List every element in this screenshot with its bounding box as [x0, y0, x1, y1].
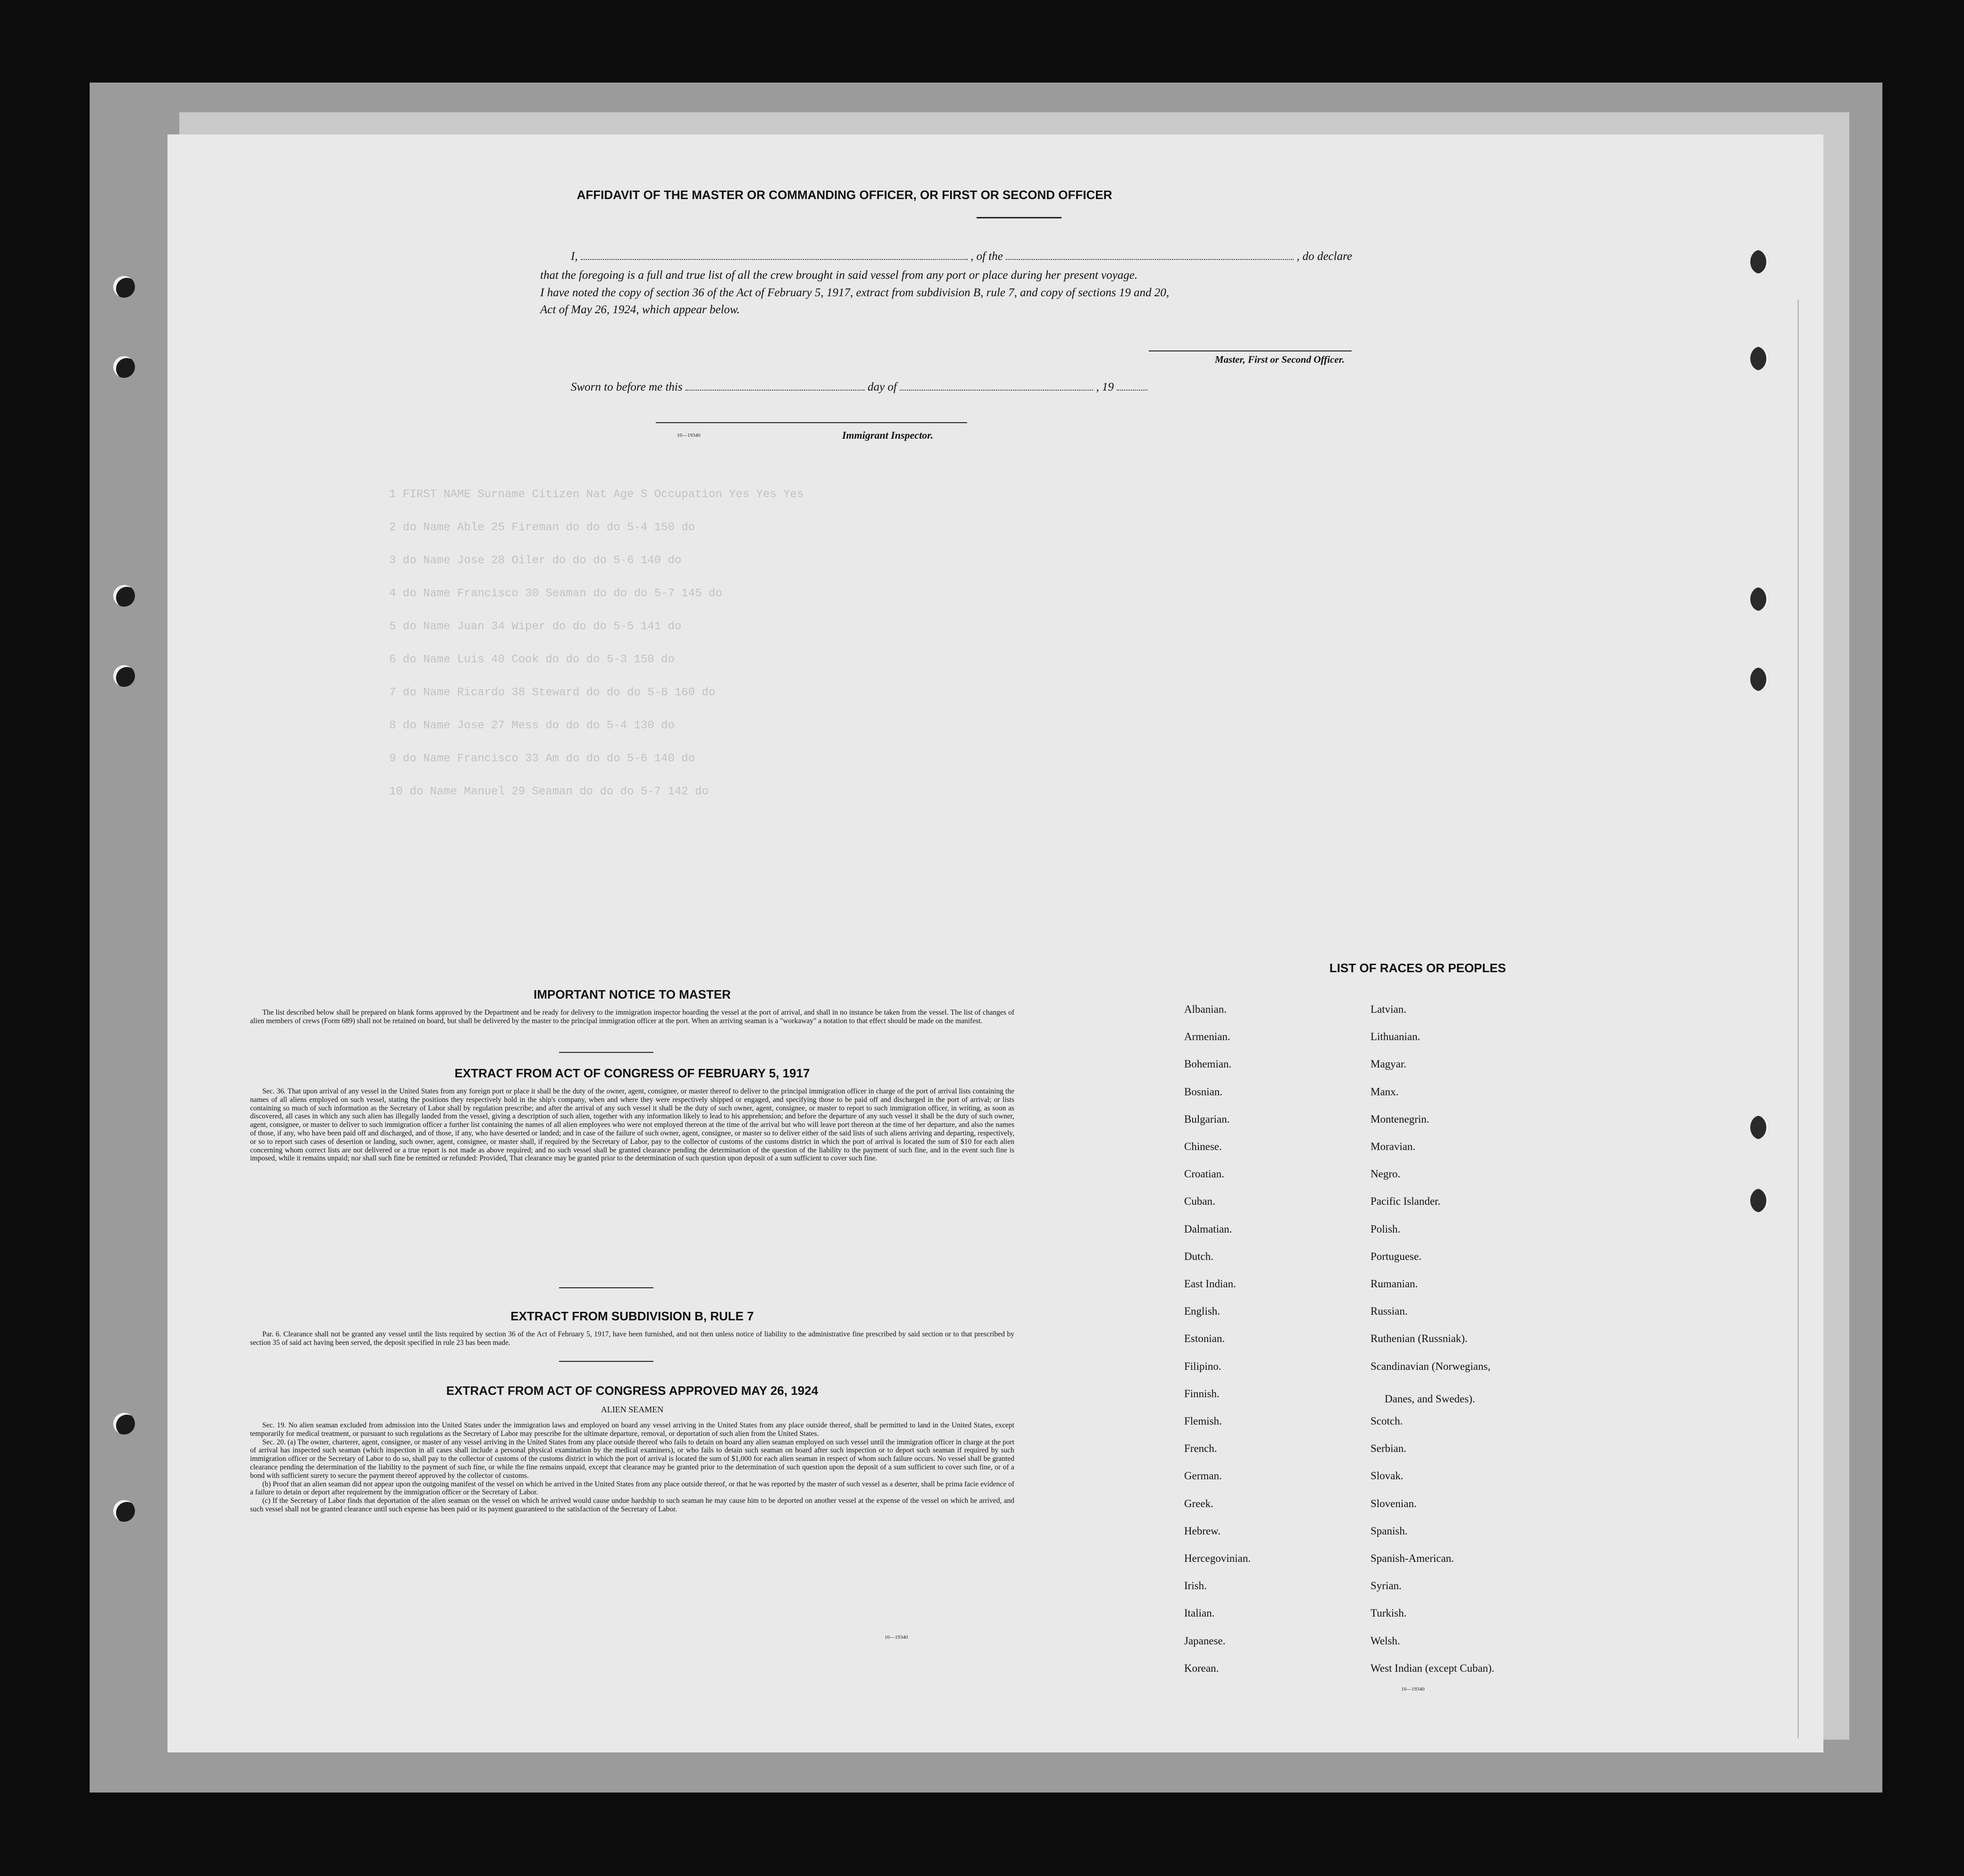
- form-sheet: [167, 134, 1823, 1752]
- affidavit-declare: , do declare: [1296, 250, 1353, 263]
- binder-hole: [1750, 587, 1769, 611]
- race-item: Bulgarian.: [1184, 1113, 1230, 1125]
- sworn-month-field[interactable]: [900, 382, 1093, 391]
- race-item: French.: [1184, 1442, 1217, 1455]
- name-field[interactable]: [581, 251, 968, 260]
- race-item: Welsh.: [1371, 1634, 1400, 1647]
- race-item: Slovenian.: [1371, 1497, 1417, 1509]
- alien-seamen-subtitle: ALIEN SEAMEN: [601, 1405, 664, 1414]
- affidavit-line-2: that the foregoing is a full and true list of all the crew brought in said vessel from any port or place during her present voyage.: [540, 269, 1138, 282]
- race-item: Scotch.: [1371, 1415, 1403, 1427]
- inspector-line: [656, 422, 967, 423]
- race-item: Ruthenian (Russniak).: [1371, 1333, 1468, 1345]
- race-item: Finnish.: [1184, 1387, 1220, 1400]
- ruled-line: [1797, 300, 1799, 1738]
- race-item: German.: [1184, 1470, 1222, 1482]
- notice-paragraph: The list described below shall be prepared on blank forms approved by the Department and be ready for delivery to the immigration inspector boarding the vessel at the port of arrival, and shall in no instance be taken from the vessel. The list of changes of alien members of crews (Form 689) shall not be retained on board, but shall be delivered by the master to the principal immigration officer at the port. When an arriving seaman is a "workaway" a notation to that effect should be made on the manifest.: [250, 1009, 1014, 1025]
- binder-hole: [113, 1413, 135, 1434]
- race-item: Armenian.: [1184, 1031, 1230, 1043]
- binder-hole: [1750, 1189, 1769, 1212]
- race-item: Polish.: [1371, 1223, 1401, 1235]
- race-item: Rumanian.: [1371, 1278, 1418, 1290]
- affidavit-line-4: Act of May 26, 1924, which appear below.: [540, 303, 740, 316]
- race-item: Manx.: [1371, 1085, 1399, 1098]
- affidavit-line-1: [571, 250, 1352, 263]
- bleed-through-row: 10 do Name Manuel 29 Seaman do do do 5-7 142 do: [389, 785, 709, 798]
- binder-hole: [1750, 1116, 1769, 1139]
- section-rule: [559, 1287, 653, 1288]
- bleed-through-row: 7 do Name Ricardo 38 Steward do do do 5-8 160 do: [389, 686, 716, 699]
- race-item: Hebrew.: [1184, 1525, 1221, 1537]
- race-item: Italian.: [1184, 1607, 1215, 1619]
- race-item: Pacific Islander.: [1371, 1195, 1441, 1208]
- race-item: Japanese.: [1184, 1634, 1226, 1647]
- race-item: Estonian.: [1184, 1333, 1225, 1345]
- vessel-field[interactable]: [1006, 251, 1294, 260]
- race-item: Irish.: [1184, 1580, 1207, 1592]
- bleed-through-row: 4 do Name Francisco 30 Seaman do do do 5-7 145 do: [389, 587, 722, 600]
- race-item: Dalmatian.: [1184, 1223, 1232, 1235]
- race-item: Turkish.: [1371, 1607, 1407, 1619]
- binder-hole: [1750, 667, 1769, 691]
- race-item: Slovak.: [1371, 1470, 1404, 1482]
- sworn-year-field[interactable]: [1117, 382, 1147, 391]
- race-item: Cuban.: [1184, 1195, 1215, 1208]
- race-item: West Indian (except Cuban).: [1371, 1662, 1495, 1674]
- extract-1917-title: EXTRACT FROM ACT OF CONGRESS OF FEBRUARY 5, 1917: [454, 1066, 810, 1080]
- race-item: Scandinavian (Norwegians,: [1371, 1360, 1491, 1372]
- bleed-through-row: 9 do Name Francisco 33 Am do do do 5-6 140 do: [389, 752, 695, 765]
- sworn-day-field[interactable]: [685, 382, 865, 391]
- race-item: Flemish.: [1184, 1415, 1222, 1427]
- race-item: Dutch.: [1184, 1250, 1213, 1262]
- races-form-number: 10—19340: [1401, 1686, 1425, 1692]
- notice-title: IMPORTANT NOTICE TO MASTER: [534, 987, 731, 1001]
- subdivision-title: EXTRACT FROM SUBDIVISION B, RULE 7: [510, 1309, 754, 1323]
- race-item: Hercegovinian.: [1184, 1552, 1251, 1564]
- notice-text: [250, 1009, 1014, 1026]
- binder-hole: [1750, 250, 1769, 274]
- race-item: Greek.: [1184, 1497, 1213, 1509]
- race-item: Moravian.: [1371, 1141, 1416, 1152]
- race-item: Magyar.: [1371, 1058, 1407, 1070]
- day-of-text: day of: [868, 381, 897, 393]
- affidavit-line-3: I have noted the copy of section 36 of the Act of February 5, 1917, extract from subdivision B, rule 7, and copy of sections 19 and 20,: [540, 286, 1170, 299]
- race-item: Bohemian.: [1184, 1058, 1232, 1070]
- section-rule: [559, 1052, 653, 1053]
- race-item: Portuguese.: [1371, 1250, 1421, 1262]
- extract-form-number: 10—19340: [885, 1634, 908, 1640]
- race-item: Spanish.: [1371, 1525, 1408, 1537]
- binder-hole: [113, 665, 135, 687]
- extract-1917-text: [250, 1087, 1014, 1163]
- master-label: Master, First or Second Officer.: [1215, 354, 1345, 365]
- affidavit-i: I,: [571, 250, 578, 263]
- race-item: Spanish-American.: [1371, 1552, 1454, 1564]
- bleed-through-row: 6 do Name Luis 40 Cook do do do 5-3 150 do: [389, 653, 675, 666]
- section-rule: [559, 1361, 653, 1362]
- race-item: Montenegrin.: [1371, 1113, 1429, 1125]
- inspector-label: Immigrant Inspector.: [842, 429, 934, 441]
- race-item: Russian.: [1371, 1305, 1408, 1317]
- bleed-through-row: 1 FIRST NAME Surname Citizen Nat Age S Occupation Yes Yes Yes: [389, 488, 804, 501]
- race-item: Bosnian.: [1184, 1085, 1223, 1098]
- race-item: Croatian.: [1184, 1168, 1224, 1180]
- binder-hole: [113, 1500, 135, 1522]
- sworn-line: [571, 381, 1147, 394]
- subdivision-text: [250, 1330, 1014, 1347]
- bleed-through-row: 3 do Name Jose 28 Oiler do do do 5-6 140 do: [389, 554, 682, 567]
- affidavit-form-number: 10—19340: [677, 433, 701, 438]
- binder-hole: [113, 356, 135, 378]
- race-item: Lithuanian.: [1371, 1031, 1421, 1043]
- race-item: English.: [1184, 1305, 1220, 1317]
- sec-36-paragraph: Sec. 36. That upon arrival of any vessel in the United States from any foreign port or place it shall be the duty of the owner, agent, consignee, or master thereof to deliver to the principal immigration officer in charge of the port of arrival lists containing the names of all aliens employed on such vessel, stating the positions they respectively hold in the ship's company, when and where they were respectively shipped or engaged, and specifying those to be paid off and discharged in the port of arrival; or lists containing so much of such information as the Secretary of Labor shall by regulation prescribe; and after the arrival of any such vessel it shall be the duty of such owner, agent, consignee, or master to report to such immigration officer, in writing, as soon as discovered, all cases in which any such alien has illegally landed from the vessel, giving a description of such alien, together with any information likely to lead to his apprehension; and before the departure of any such vessel it shall be the duty of such owner, agent, consignee, or master to deliver to such immigration officer a further list containing the names of all alien employees who were not employed thereon at the time of the arrival but who will leave port thereon at the time of her departure, and also the names of those, if any, who have been paid off and discharged, and of those, if any, who have deserted or landed; and in case of the failure of such owner, agent, consignee, or master so to deliver either of the said lists of such aliens arriving and departing, respectively, or so to report such cases of desertion or landing, such owner, agent, consignee, or master shall, if required by the Secretary of Labor, pay to the collector of customs of the customs district in which the port of arrival is located the sum of $10 for each alien concerning whom correct lists are not delivered or a true report is not made as above required; and no such vessel shall be granted clearance pending the determination of the question of the liability to the payment of such fine, and in the event such fine is imposed, while it remains unpaid; nor shall such fine be remitted or refunded: Provided, That clearance may be granted prior to the determination of such question upon deposit of a sum sufficient to cover such fine.: [250, 1087, 1014, 1163]
- year-text: , 19: [1096, 381, 1114, 393]
- race-item: Filipino.: [1184, 1360, 1221, 1372]
- bleed-through-row: 2 do Name Able 25 Fireman do do do 5-4 150 do: [389, 521, 695, 534]
- extract-1924-text: [250, 1421, 1014, 1514]
- races-title: LIST OF RACES OR PEOPLES: [1329, 961, 1506, 975]
- race-item: Negro.: [1371, 1168, 1401, 1180]
- sec-19-paragraph: Sec. 19. No alien seaman excluded from admission into the United States under the immigration laws and employed on board any vessel arriving in the United States from any place outside thereof, shall be permitted to land in the United States, except temporarily for medical treatment, or pursuant to such regulations as the Secretary of Labor may prescribe for the ultimate departure, removal, or deportation of such alien from the United States.: [250, 1421, 1014, 1438]
- extract-1924-title: EXTRACT FROM ACT OF CONGRESS APPROVED MAY 26, 1924: [446, 1384, 819, 1398]
- bleed-through-row: 5 do Name Juan 34 Wiper do do do 5-5 141 do: [389, 620, 682, 633]
- title-rule: [977, 217, 1061, 218]
- affidavit-title: AFFIDAVIT OF THE MASTER OR COMMANDING OFFICER, OR FIRST OR SECOND OFFICER: [577, 188, 1112, 202]
- race-item: East Indian.: [1184, 1278, 1236, 1290]
- sworn-text: Sworn to before me this: [571, 381, 683, 393]
- race-item: Syrian.: [1371, 1580, 1402, 1592]
- race-item: Albanian.: [1184, 1003, 1227, 1015]
- sec-20c-paragraph: (c) If the Secretary of Labor finds that deportation of the alien seaman on the vessel on which he arrived would cause undue hardship to such seaman he may cause him to be deported on another vessel at the expense of the vessel on which he arrived, and such vessel shall not be granted clearance until such expense has been paid or its payment guaranteed to the satisfaction of the Secretary of Labor.: [250, 1497, 1014, 1513]
- binder-hole: [1750, 347, 1769, 370]
- bleed-through-row: 8 do Name Jose 27 Mess do do do 5-4 130 do: [389, 719, 675, 732]
- par-6-paragraph: Par. 6. Clearance shall not be granted any vessel until the lists required by section 36 of the Act of February 5, 1917, have been furnished, and not then unless notice of liability to the administrative fine prescribed by said section or to that prescribed by section 35 of said act having been served, the deposit specified in rule 23 has been made.: [250, 1330, 1014, 1347]
- race-item: Danes, and Swedes).: [1385, 1393, 1475, 1405]
- binder-hole: [113, 585, 135, 607]
- sec-20a-paragraph: Sec. 20. (a) The owner, charterer, agent, consignee, or master of any vessel arriving in the United States from any place outside thereof who fails to detain on board any alien seaman employed on such vessel until the immigration officer in charge at the port of arrival has inspected such seaman (which inspection in all cases shall include a personal physical examination by the medical examiners), or who fails to detain such seaman on board after such inspection or to deport such seaman if required by such immigration officer or the Secretary of Labor to do so, shall pay to the collector of customs of the customs district in which the port of arrival is located the sum of $1,000 for each alien seaman in respect of whom such failure occurs. No vessel shall be granted clearance pending the determination of the liability to the payment of such fine, or while the fine remains unpaid, except that clearance may be granted prior to the determination of such question upon the deposit of a sum sufficient to cover such fine, or of a bond with sufficient surety to secure the payment thereof approved by the collector of customs.: [250, 1438, 1014, 1480]
- race-item: Latvian.: [1371, 1003, 1406, 1015]
- race-item: Korean.: [1184, 1662, 1219, 1674]
- sec-20b-paragraph: (b) Proof that an alien seaman did not appear upon the outgoing manifest of the vessel on which he arrived in the United States from any place outside thereof, or that he was reported by the master of such vessel as a deserter, shall be prima facie evidence of a failure to detain or deport after requirement by the immigration officer or the Secretary of Labor.: [250, 1480, 1014, 1497]
- race-item: Serbian.: [1371, 1442, 1407, 1455]
- binder-hole: [113, 276, 135, 298]
- signature-line: [1149, 350, 1352, 351]
- race-item: Chinese.: [1184, 1141, 1222, 1152]
- affidavit-of-the: , of the: [970, 250, 1003, 263]
